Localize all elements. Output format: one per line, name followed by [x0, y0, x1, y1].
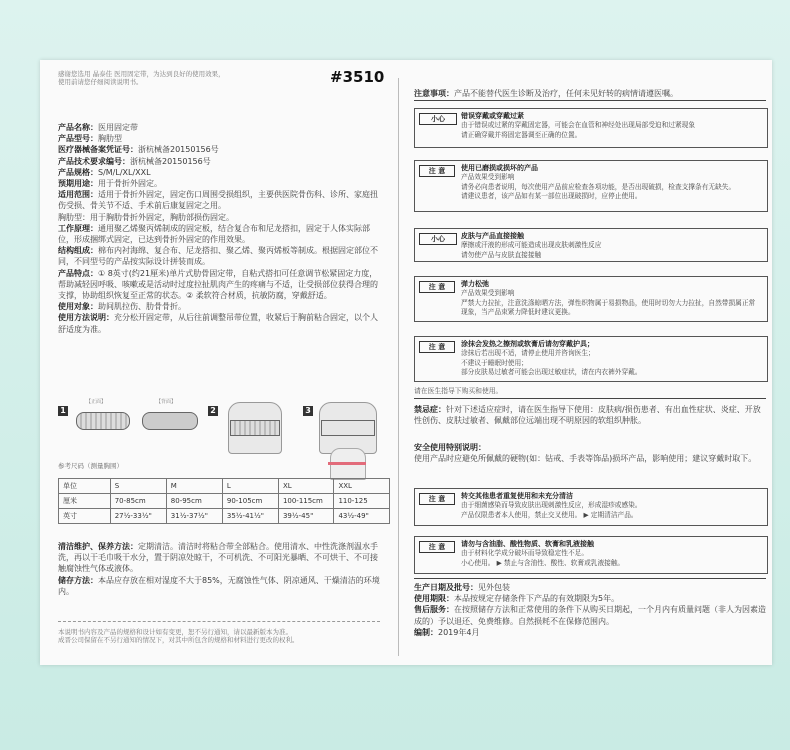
warning-title: 转交其他患者重复使用和未充分清洁: [461, 492, 573, 500]
scope-value: 适用于骨折外固定，固定伤口周围受损组织，主要供医院骨伤科、诊所、家庭扭伤受损、骨关节不适、手术前后康复固定之用。: [58, 190, 378, 211]
expire-label: 使用期限：: [414, 594, 454, 604]
target-value: 助间肌拉伤、肋骨骨折。: [98, 302, 186, 312]
contra-text: 针对下述适应症时，请在医生指导下使用：皮肤病/损伤患者、有出血性症状、炎症、开放性创伤、皮肤过敏者、佩戴部位远端出现不明原因的软组织肿胀。: [414, 405, 761, 426]
contraindication-section: [414, 404, 766, 426]
table-cell: 70-85cm: [110, 494, 166, 509]
warning-box: [414, 536, 768, 574]
thanks-line-1: 感谢您选用 晶泰佳 医用固定带，为达到良好的使用效果，: [58, 70, 225, 78]
table-cell: 110-125: [334, 494, 390, 509]
table-cell: 厘米: [59, 494, 111, 509]
warning-line: 严禁大力拉扯，注意洗涤晾晒方法，弹性织物属于易损物品，使用时切勿大力拉扯，自然带损属正常现象，当产品束紧力降低时建议更换。: [461, 298, 756, 317]
warning-line: 由于材料化学成分破坏而导致稳定性不足。: [461, 549, 589, 558]
warning-line: 由于错误或过紧的穿戴固定器，可能会在血管和神经处出现局部受迫和过紧现象: [461, 121, 696, 130]
warning-title: 弹力松弛: [461, 280, 489, 288]
front-tag: 【正面】: [86, 399, 107, 405]
attention-rule: [414, 100, 766, 101]
left-column: [40, 60, 390, 665]
batch-label: 生产日期及批号：: [414, 583, 478, 592]
product-code: #3510: [330, 68, 385, 86]
size-caption: 参考尺码（测量胸围）: [58, 462, 123, 470]
warning-box: [414, 336, 768, 382]
warning-title: 涂抹会发热之擦剂或软膏后请勿穿戴护具；: [461, 340, 594, 348]
rib-line: 胸肋型：用于胸肋骨折外固定，胸肋部损伤固定。: [58, 212, 234, 222]
spec-value: S/M/L/XL/XXL: [98, 167, 151, 177]
warning-line: 部分皮肤易过敏者可能会出现过敏症状，请在内衣裤外穿戴。: [461, 368, 642, 377]
notice-tag: 注 意: [419, 281, 455, 293]
footer-note: [58, 628, 380, 644]
size-table-header: [59, 479, 390, 494]
feature-value: ① 8英寸(约21厘米)单片式肋骨固定带，自粘式搭扣可任意调节松紧固定力度，帮助减轻因呼吸、咳嗽或是活动时过度拉扯肌肉产生的疼痛与不适，让受损部位获得合理的支撑，协助组织恢复至正常的状态。② 柔软符合材质，抗敏防腐，穿戴舒适。: [58, 268, 378, 301]
purpose-label: 预期用途：: [58, 179, 98, 189]
table-cell: 35½-41½": [222, 509, 278, 524]
step-2: [208, 398, 293, 456]
store-label: 储存方法：: [58, 575, 98, 585]
table-cell: 90-105cm: [222, 494, 278, 509]
warning-box: [414, 488, 768, 526]
table-cell: 80-95cm: [166, 494, 222, 509]
size-table-row: [59, 509, 390, 524]
feature-label: 产品特点：: [58, 268, 98, 278]
header-cell: L: [222, 479, 278, 494]
table-cell: 100-115cm: [278, 494, 334, 509]
back-tag: 【背面】: [156, 399, 177, 405]
notice-tag: 注 意: [419, 541, 455, 553]
service-text: 在按照储存方法和正常使用的条件下从购买日期起，一个月内有质量问题（非人为因素造成的）予以退还、免费维修。自然损耗不在保修范围内。: [414, 605, 766, 626]
belt-wrap-image: [230, 420, 280, 436]
table-cell: 英寸: [59, 509, 111, 524]
method-label: 使用方法说明：: [58, 313, 114, 323]
scope-label: 适用范围：: [58, 190, 98, 200]
footer-line-2: 成晋公司保留在不另行通知的情况下，对其中所包含的规格和材料进行更改的权利。: [58, 636, 299, 644]
step-number: 2: [208, 406, 218, 416]
principle-label: 工作原理：: [58, 223, 98, 233]
header-cell: XL: [278, 479, 334, 494]
care-section: [58, 541, 380, 597]
safety-label: 安全使用特别说明：: [414, 443, 486, 452]
method-value: 充分松开固定带，从后往前调整吊带位置，收紧后于胸前粘合固定，以个人舒适度为准。: [58, 313, 378, 334]
contra-label: 禁忌症：: [414, 405, 446, 414]
caution-tag: 小心: [419, 233, 457, 245]
production-info: [414, 582, 766, 638]
warning-title: 请勿与含油脂、酸性物质、软膏和乳液接触: [461, 540, 594, 548]
name-label: 产品名称：: [58, 123, 98, 132]
expire-text: 本品按规定存储条件下产品的有效期限为5年。: [454, 594, 620, 604]
warning-line: 产品效果受到影响: [461, 173, 515, 182]
step-number: 1: [58, 406, 68, 416]
purpose-value: 用于骨折外固定。: [98, 179, 162, 189]
notice-tag: 注 意: [419, 341, 455, 353]
header-cell: 单位: [59, 479, 111, 494]
attention-section: [414, 88, 764, 99]
instruction-sheet: [40, 60, 772, 665]
warning-box: [414, 108, 768, 148]
warning-line: 产品效果受到影响: [461, 289, 515, 298]
store-text: 本品应存放在相对湿度不大于85%，无腐蚀性气体、阴凉通风、干燥清洁的环境内。: [58, 575, 380, 596]
size-table-row: [59, 494, 390, 509]
spec-label: 产品规格：: [58, 167, 98, 177]
principle-value: 通用聚乙烯聚丙烯制成的固定板，结合复合布和尼龙搭扣，固定于人体实际部位，形成捆绑式固定，已达到骨折外固定的作用效果。: [58, 223, 370, 245]
warning-box: [414, 228, 768, 262]
caution-tag: 小心: [419, 113, 457, 125]
warning-line: 请务必向患者说明，每次使用产品前应检查各项功能，是否出现破损，检查支撑条有无缺失。: [461, 182, 736, 191]
warning-line: 由于细菌感染而导致皮肤出现刺激性反应，形成湿疹或感染。: [461, 501, 642, 510]
attention-label: 注意事项：: [414, 89, 454, 98]
clean-label: 清洁维护、保养方法：: [58, 542, 138, 551]
model-label: 产品型号：: [58, 134, 98, 144]
warning-box: [414, 160, 768, 212]
column-divider: [398, 78, 399, 656]
table-cell: 27½-33½": [110, 509, 166, 524]
warning-title: 皮肤与产品直接接触: [461, 232, 524, 240]
belt-front-image: [76, 412, 130, 430]
warning-title: 错误穿戴或穿戴过紧: [461, 112, 524, 120]
warning-line: 请正确穿戴并将固定器调至正确的位置。: [461, 130, 582, 139]
footer-divider: [58, 621, 380, 622]
warning-box: [414, 276, 768, 322]
warning-line: 不建议于睡眠时使用；: [461, 358, 528, 367]
header-cell: S: [110, 479, 166, 494]
guide-rule: [414, 398, 766, 399]
structure-label: 结构组成：: [58, 246, 98, 256]
product-model: 胸肋型: [98, 134, 122, 144]
step-1: [58, 398, 208, 456]
std-label: 产品技术要求编号：: [58, 156, 130, 166]
structure-value: 棉布内衬海绵、复合布、尼龙搭扣、聚乙烯、聚丙烯板等制成。根据固定部位不同，不同型号的产品按实际设计拼装而成。: [58, 246, 378, 267]
date-label: 编制：: [414, 627, 438, 637]
belt-back-image: [142, 412, 198, 430]
std-number: 浙杭械备20150156号: [130, 156, 211, 166]
notice-tag: 注 意: [419, 165, 455, 177]
table-cell: 31½-37½": [166, 509, 222, 524]
warning-line: 请建议患者，该产品如有某一部位出现破损时，应停止使用。: [461, 192, 642, 201]
clean-text: 定期清洁。清洁时将粘合带全部粘合。使用清水、中性洗涤剂温水手洗，再以干毛巾吸干水分，置于阴凉处晾干，不可机洗、不可阳光暴晒、不可烘干、不可接触腐蚀性气体或液体。: [58, 542, 378, 574]
footer-line-1: 本说明书内容及产品的规格和设计如有变更，恕不另行通知，请以最新版本为准。: [58, 628, 292, 636]
belt-fastened-image: [321, 420, 375, 436]
table-cell: 39½-45": [278, 509, 334, 524]
header-cell: M: [166, 479, 222, 494]
warning-line: 摩擦或汗液的形成可能造成出现皮肤刺激性反应: [461, 241, 602, 250]
step-number: 3: [303, 406, 313, 416]
product-info: [58, 122, 380, 335]
notice-tag: 注 意: [419, 493, 455, 505]
bottom-rule: [414, 578, 766, 579]
record-label: 医疗器械备案凭证号：: [58, 145, 138, 155]
date-text: 2019年4月: [438, 627, 480, 637]
table-cell: 43½-49": [334, 509, 390, 524]
warning-line: 产品仅限患者本人使用，禁止交叉使用。 ▶ 定期清洁产品。: [461, 510, 638, 519]
batch-text: 见外包装: [478, 583, 510, 592]
guide-note: 请在医生指导下购买和使用。: [414, 387, 503, 395]
warning-line: 涂抹后若出现不适，请停止使用并咨询医生；: [461, 349, 595, 358]
safety-text: 使用产品时应避免所佩戴的硬物(如：钻戒、手表等饰品)损坏产品，影响使用；建议穿戴时取下。: [414, 454, 757, 464]
service-label: 售后服务：: [414, 605, 454, 615]
right-column: [406, 60, 772, 665]
size-table: [58, 478, 390, 524]
thanks-line-2: 使用前请您仔细阅读说明书。: [58, 78, 143, 86]
record-number: 浙杭械备20150156号: [138, 145, 219, 155]
target-label: 使用对象：: [58, 302, 98, 312]
warning-title: 使用已磨损或损坏的产品: [461, 164, 538, 172]
product-name: 医用固定带: [98, 123, 138, 132]
header-cell: XXL: [334, 479, 390, 494]
attention-text: 产品不能替代医生诊断及治疗，任何未见好转的病情请遵医嘱。: [454, 89, 678, 98]
safety-section: [414, 442, 766, 464]
chest-measure-illustration: [322, 448, 372, 478]
thanks-note: [58, 70, 318, 86]
warning-line: 请勿使产品与皮肤直接接触: [461, 250, 542, 259]
warning-line: 小心使用。 ▶ 禁止与含油性、酸性、软膏或乳液接触。: [461, 558, 625, 567]
